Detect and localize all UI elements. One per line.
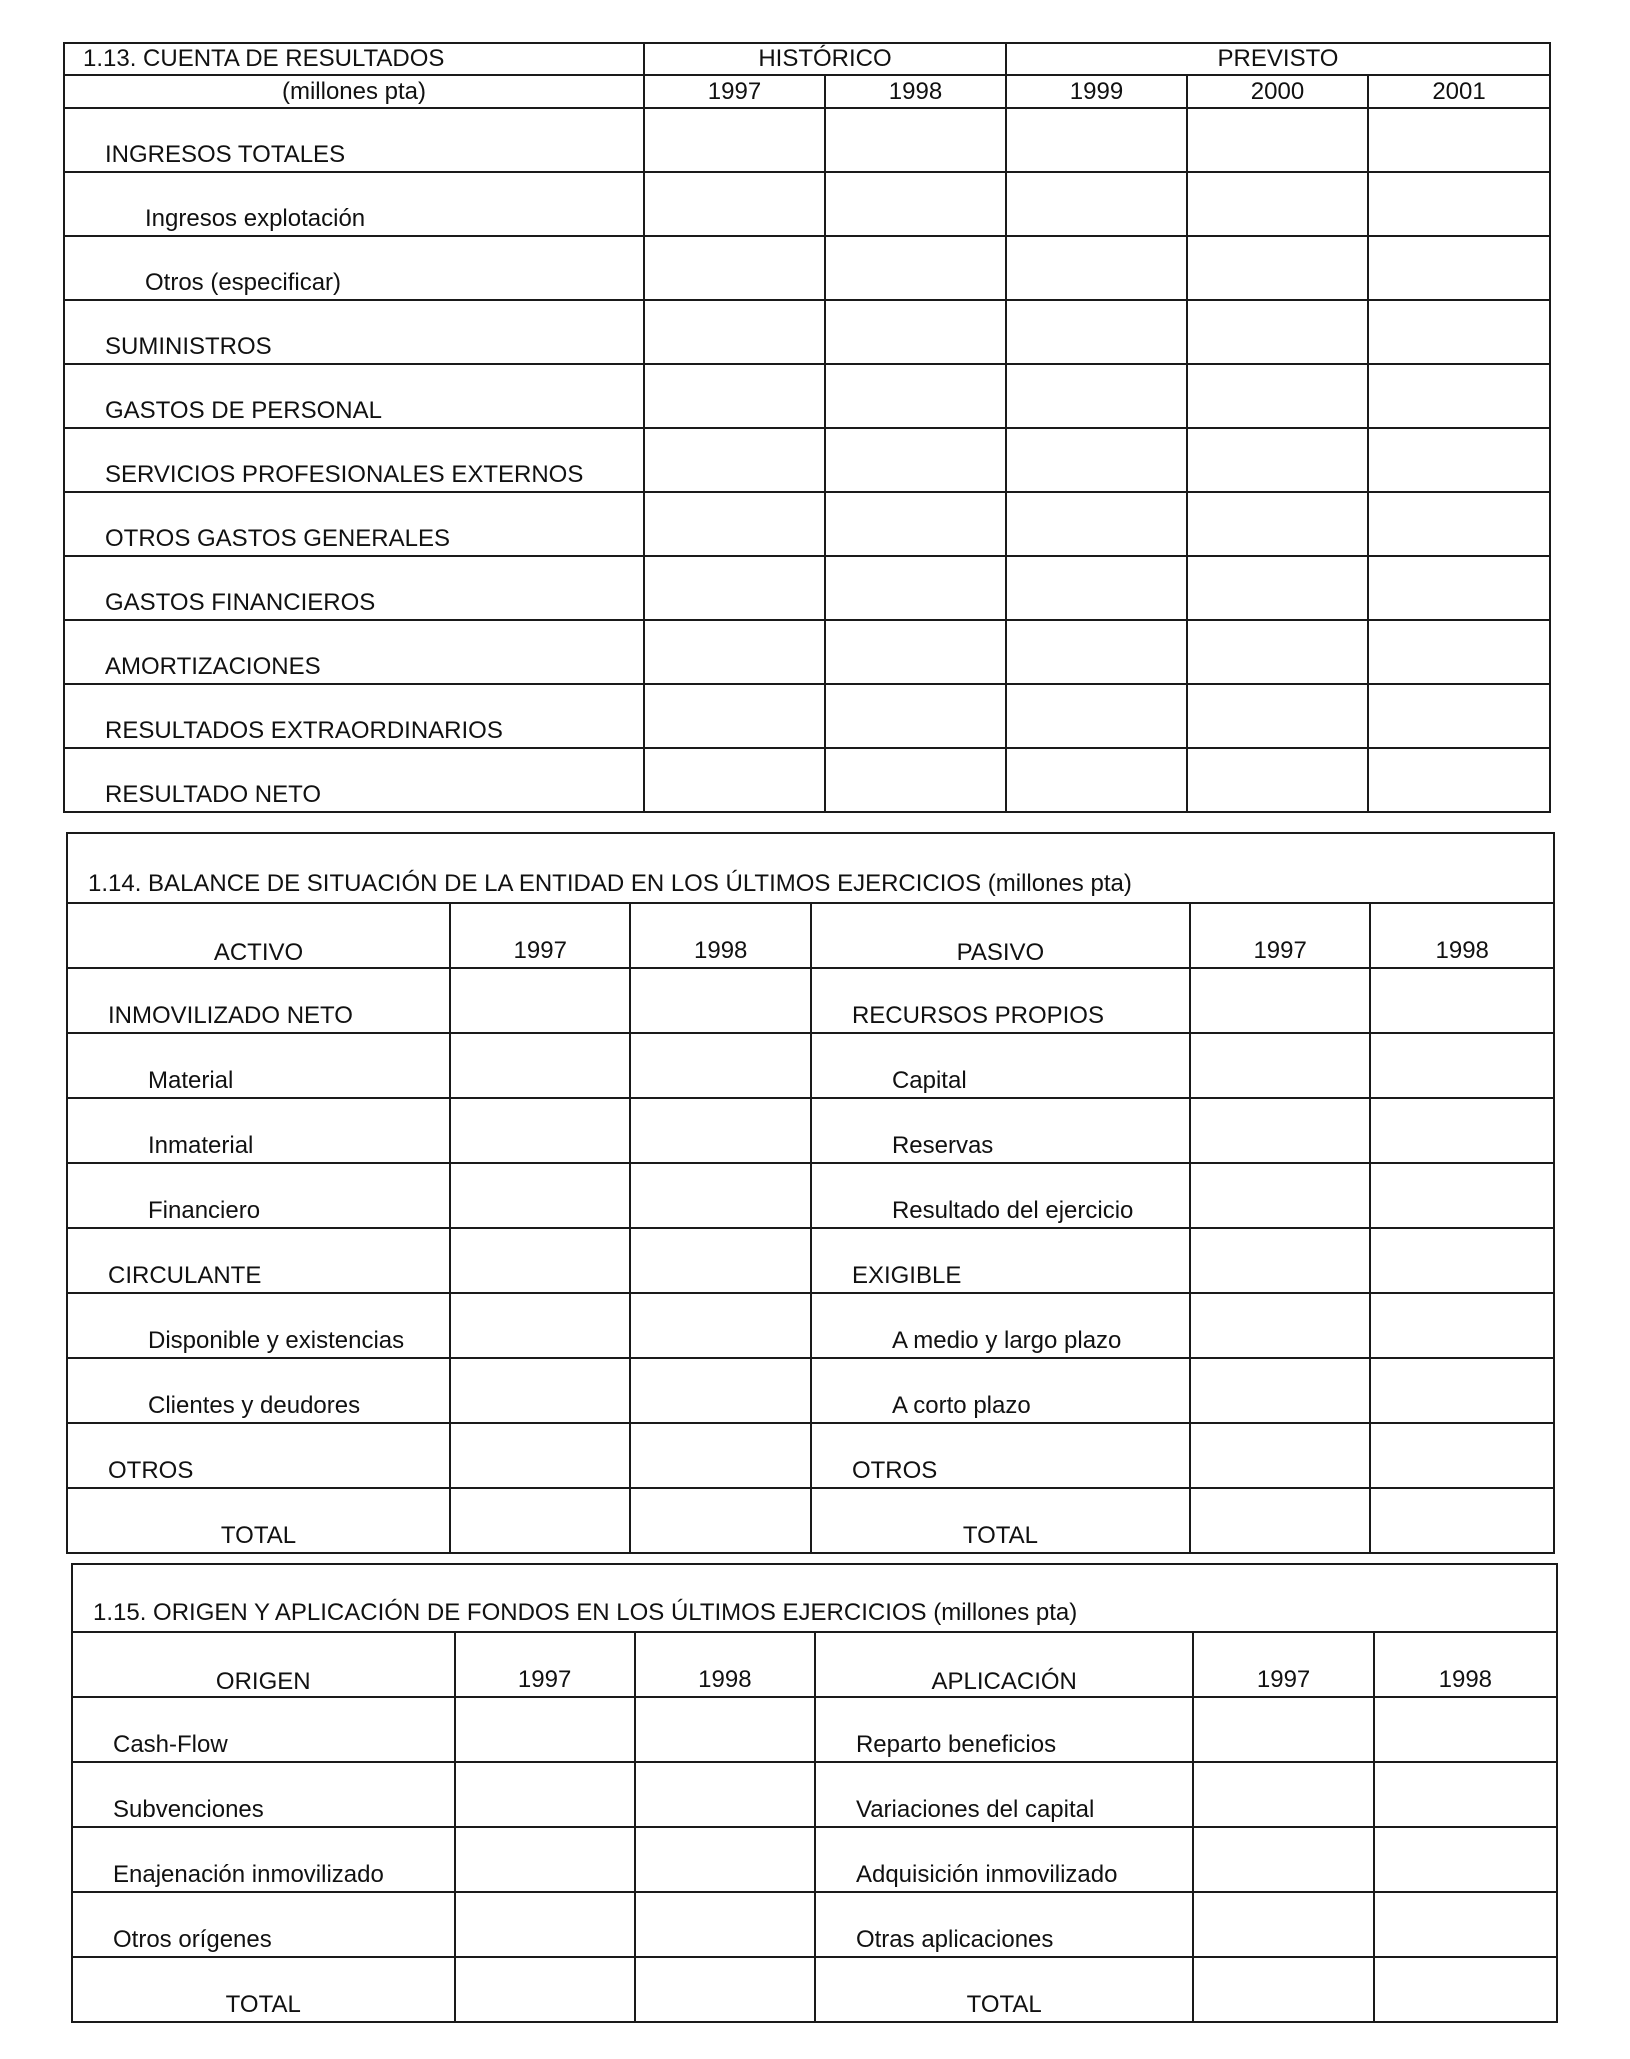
- pasivo-label: A medio y largo plazo: [811, 1293, 1190, 1358]
- value-cell[interactable]: [450, 1098, 630, 1163]
- table-row: [67, 968, 1554, 1033]
- pasivo-label: Resultado del ejercicio: [811, 1163, 1190, 1228]
- value-cell[interactable]: [644, 428, 825, 492]
- value-cell[interactable]: [1190, 1228, 1370, 1293]
- value-cell[interactable]: [825, 236, 1006, 300]
- row-label: INGRESOS TOTALES: [64, 108, 644, 172]
- table-row: [72, 1762, 1557, 1827]
- table-row: [64, 172, 1550, 236]
- value-cell[interactable]: [1190, 1163, 1370, 1228]
- year-header: 1998: [635, 1632, 815, 1697]
- value-cell[interactable]: [1187, 364, 1368, 428]
- value-cell[interactable]: [1190, 1098, 1370, 1163]
- value-cell[interactable]: [1006, 428, 1187, 492]
- total-label: TOTAL: [811, 1488, 1190, 1553]
- origen-label: Enajenación inmovilizado: [72, 1827, 455, 1892]
- value-cell[interactable]: [1193, 1762, 1373, 1827]
- value-cell[interactable]: [825, 748, 1006, 812]
- value-cell[interactable]: [1187, 300, 1368, 364]
- value-cell[interactable]: [1190, 1293, 1370, 1358]
- year-header: 1999: [1006, 75, 1187, 108]
- value-cell[interactable]: [1368, 300, 1550, 364]
- activo-label: Material: [67, 1033, 450, 1098]
- value-cell[interactable]: [1368, 428, 1550, 492]
- value-cell[interactable]: [1190, 1488, 1370, 1553]
- table-row: [67, 1423, 1554, 1488]
- year-header: 1997: [450, 903, 630, 968]
- value-cell[interactable]: [1370, 1228, 1554, 1293]
- value-cell[interactable]: [1368, 748, 1550, 812]
- value-cell[interactable]: [1006, 684, 1187, 748]
- value-cell[interactable]: [644, 684, 825, 748]
- row-label: RESULTADOS EXTRAORDINARIOS: [64, 684, 644, 748]
- origen-aplicacion-table: [71, 1563, 1558, 2023]
- table-row: [72, 1827, 1557, 1892]
- table-row: [67, 1033, 1554, 1098]
- value-cell[interactable]: [1193, 1827, 1373, 1892]
- value-cell[interactable]: [1006, 236, 1187, 300]
- table-row: [64, 620, 1550, 684]
- balance-situacion-table: [66, 832, 1555, 1554]
- row-label: GASTOS DE PERSONAL: [64, 364, 644, 428]
- value-cell[interactable]: [450, 968, 630, 1033]
- value-cell[interactable]: [630, 1358, 810, 1423]
- activo-header: ACTIVO: [67, 903, 450, 968]
- value-cell[interactable]: [455, 1957, 635, 2022]
- value-cell[interactable]: [630, 1163, 810, 1228]
- value-cell[interactable]: [1006, 172, 1187, 236]
- table-row: [64, 748, 1550, 812]
- row-label: OTROS GASTOS GENERALES: [64, 492, 644, 556]
- value-cell[interactable]: [644, 236, 825, 300]
- table-row: [72, 1697, 1557, 1762]
- year-header: 1998: [825, 75, 1006, 108]
- year-header: 1997: [1190, 903, 1370, 968]
- table-row: [64, 492, 1550, 556]
- value-cell[interactable]: [1368, 684, 1550, 748]
- units-label: (millones pta): [64, 75, 644, 108]
- value-cell[interactable]: [635, 1697, 815, 1762]
- value-cell[interactable]: [630, 1033, 810, 1098]
- pasivo-label: OTROS: [811, 1423, 1190, 1488]
- value-cell[interactable]: [450, 1228, 630, 1293]
- row-label: Otros (especificar): [64, 236, 644, 300]
- value-cell[interactable]: [644, 108, 825, 172]
- value-cell[interactable]: [1370, 1358, 1554, 1423]
- value-cell[interactable]: [1006, 108, 1187, 172]
- origen-label: Subvenciones: [72, 1762, 455, 1827]
- value-cell[interactable]: [450, 1488, 630, 1553]
- value-cell[interactable]: [450, 1163, 630, 1228]
- value-cell[interactable]: [630, 1228, 810, 1293]
- pasivo-label: A corto plazo: [811, 1358, 1190, 1423]
- value-cell[interactable]: [1374, 1827, 1557, 1892]
- value-cell[interactable]: [455, 1697, 635, 1762]
- value-cell[interactable]: [825, 620, 1006, 684]
- value-cell[interactable]: [1190, 968, 1370, 1033]
- section-title: 1.15. ORIGEN Y APLICACIÓN DE FONDOS EN LOS ÚLTIMOS EJERCICIOS (millones pta): [72, 1564, 1557, 1632]
- value-cell[interactable]: [1187, 428, 1368, 492]
- total-label: TOTAL: [815, 1957, 1193, 2022]
- value-cell[interactable]: [825, 364, 1006, 428]
- table-row: [67, 1098, 1554, 1163]
- pasivo-label: EXIGIBLE: [811, 1228, 1190, 1293]
- historico-header: HISTÓRICO: [644, 43, 1006, 75]
- value-cell[interactable]: [635, 1957, 815, 2022]
- activo-label: INMOVILIZADO NETO: [67, 968, 450, 1033]
- value-cell[interactable]: [825, 428, 1006, 492]
- year-header: 1998: [1374, 1632, 1557, 1697]
- total-row: [67, 1488, 1554, 1553]
- value-cell[interactable]: [455, 1827, 635, 1892]
- activo-label: Inmaterial: [67, 1098, 450, 1163]
- origen-label: Otros orígenes: [72, 1892, 455, 1957]
- row-label: GASTOS FINANCIEROS: [64, 556, 644, 620]
- value-cell[interactable]: [1006, 556, 1187, 620]
- value-cell[interactable]: [630, 1488, 810, 1553]
- value-cell[interactable]: [1187, 236, 1368, 300]
- value-cell[interactable]: [1374, 1762, 1557, 1827]
- table-row: [64, 556, 1550, 620]
- value-cell[interactable]: [1368, 364, 1550, 428]
- row-label: AMORTIZACIONES: [64, 620, 644, 684]
- year-header: 1997: [1193, 1632, 1373, 1697]
- row-label: Ingresos explotación: [64, 172, 644, 236]
- activo-label: CIRCULANTE: [67, 1228, 450, 1293]
- value-cell[interactable]: [1374, 1697, 1557, 1762]
- value-cell[interactable]: [825, 108, 1006, 172]
- value-cell[interactable]: [1370, 1033, 1554, 1098]
- value-cell[interactable]: [1187, 108, 1368, 172]
- pasivo-label: Reservas: [811, 1098, 1190, 1163]
- activo-label: Clientes y deudores: [67, 1358, 450, 1423]
- value-cell[interactable]: [1190, 1423, 1370, 1488]
- value-cell[interactable]: [1368, 108, 1550, 172]
- year-header: 1998: [1370, 903, 1554, 968]
- pasivo-header: PASIVO: [811, 903, 1190, 968]
- table-row: [67, 1163, 1554, 1228]
- value-cell[interactable]: [644, 748, 825, 812]
- value-cell[interactable]: [630, 1098, 810, 1163]
- cuenta-resultados-table: [63, 42, 1551, 813]
- value-cell[interactable]: [644, 492, 825, 556]
- value-cell[interactable]: [1370, 968, 1554, 1033]
- value-cell[interactable]: [455, 1762, 635, 1827]
- value-cell[interactable]: [1187, 172, 1368, 236]
- value-cell[interactable]: [1368, 172, 1550, 236]
- table-row: [64, 300, 1550, 364]
- row-label: SERVICIOS PROFESIONALES EXTERNOS: [64, 428, 644, 492]
- value-cell[interactable]: [1006, 748, 1187, 812]
- value-cell[interactable]: [1006, 492, 1187, 556]
- table-row: [67, 1228, 1554, 1293]
- value-cell[interactable]: [644, 556, 825, 620]
- value-cell[interactable]: [1187, 748, 1368, 812]
- pasivo-label: Capital: [811, 1033, 1190, 1098]
- origen-label: Cash-Flow: [72, 1697, 455, 1762]
- value-cell[interactable]: [1374, 1957, 1557, 2022]
- year-header: 1998: [630, 903, 810, 968]
- value-cell[interactable]: [450, 1293, 630, 1358]
- section-title: 1.14. BALANCE DE SITUACIÓN DE LA ENTIDAD EN LOS ÚLTIMOS EJERCICIOS (millones pta): [67, 833, 1554, 903]
- value-cell[interactable]: [1193, 1697, 1373, 1762]
- value-cell[interactable]: [635, 1892, 815, 1957]
- total-label: TOTAL: [72, 1957, 455, 2022]
- value-cell[interactable]: [1370, 1163, 1554, 1228]
- value-cell[interactable]: [1006, 620, 1187, 684]
- value-cell[interactable]: [1368, 236, 1550, 300]
- aplicacion-header: APLICACIÓN: [815, 1632, 1193, 1697]
- aplicacion-label: Adquisición inmovilizado: [815, 1827, 1193, 1892]
- total-label: TOTAL: [67, 1488, 450, 1553]
- value-cell[interactable]: [1190, 1033, 1370, 1098]
- value-cell[interactable]: [825, 300, 1006, 364]
- table-row: [64, 684, 1550, 748]
- value-cell[interactable]: [1193, 1892, 1373, 1957]
- value-cell[interactable]: [450, 1358, 630, 1423]
- value-cell[interactable]: [1006, 300, 1187, 364]
- value-cell[interactable]: [825, 172, 1006, 236]
- activo-label: OTROS: [67, 1423, 450, 1488]
- value-cell[interactable]: [1370, 1488, 1554, 1553]
- value-cell[interactable]: [630, 968, 810, 1033]
- aplicacion-label: Otras aplicaciones: [815, 1892, 1193, 1957]
- value-cell[interactable]: [1370, 1293, 1554, 1358]
- table-row: [64, 108, 1550, 172]
- value-cell[interactable]: [825, 492, 1006, 556]
- value-cell[interactable]: [450, 1033, 630, 1098]
- activo-label: Disponible y existencias: [67, 1293, 450, 1358]
- row-label: RESULTADO NETO: [64, 748, 644, 812]
- total-row: [72, 1957, 1557, 2022]
- value-cell[interactable]: [1187, 620, 1368, 684]
- value-cell[interactable]: [1374, 1892, 1557, 1957]
- table-row: [64, 364, 1550, 428]
- value-cell[interactable]: [630, 1423, 810, 1488]
- value-cell[interactable]: [455, 1892, 635, 1957]
- year-header: 2001: [1368, 75, 1550, 108]
- value-cell[interactable]: [1368, 492, 1550, 556]
- year-header: 1997: [455, 1632, 635, 1697]
- row-label: SUMINISTROS: [64, 300, 644, 364]
- value-cell[interactable]: [825, 684, 1006, 748]
- activo-label: Financiero: [67, 1163, 450, 1228]
- table-row: [67, 1293, 1554, 1358]
- value-cell[interactable]: [1370, 1098, 1554, 1163]
- section-title: 1.13. CUENTA DE RESULTADOS: [64, 43, 644, 75]
- previsto-header: PREVISTO: [1006, 43, 1550, 75]
- value-cell[interactable]: [1187, 492, 1368, 556]
- value-cell[interactable]: [1006, 364, 1187, 428]
- value-cell[interactable]: [1190, 1358, 1370, 1423]
- value-cell[interactable]: [644, 620, 825, 684]
- aplicacion-label: Reparto beneficios: [815, 1697, 1193, 1762]
- value-cell[interactable]: [825, 556, 1006, 620]
- value-cell[interactable]: [635, 1762, 815, 1827]
- aplicacion-label: Variaciones del capital: [815, 1762, 1193, 1827]
- value-cell[interactable]: [1187, 556, 1368, 620]
- value-cell[interactable]: [644, 172, 825, 236]
- value-cell[interactable]: [635, 1827, 815, 1892]
- value-cell[interactable]: [1368, 556, 1550, 620]
- year-header: 2000: [1187, 75, 1368, 108]
- table-row: [64, 236, 1550, 300]
- pasivo-label: RECURSOS PROPIOS: [811, 968, 1190, 1033]
- table-row: [72, 1892, 1557, 1957]
- value-cell[interactable]: [644, 300, 825, 364]
- value-cell[interactable]: [630, 1293, 810, 1358]
- value-cell[interactable]: [644, 364, 825, 428]
- value-cell[interactable]: [1187, 684, 1368, 748]
- value-cell[interactable]: [1370, 1423, 1554, 1488]
- value-cell[interactable]: [450, 1423, 630, 1488]
- value-cell[interactable]: [1368, 620, 1550, 684]
- year-header: 1997: [644, 75, 825, 108]
- table-row: [67, 1358, 1554, 1423]
- table-row: [64, 428, 1550, 492]
- origen-header: ORIGEN: [72, 1632, 455, 1697]
- value-cell[interactable]: [1193, 1957, 1373, 2022]
